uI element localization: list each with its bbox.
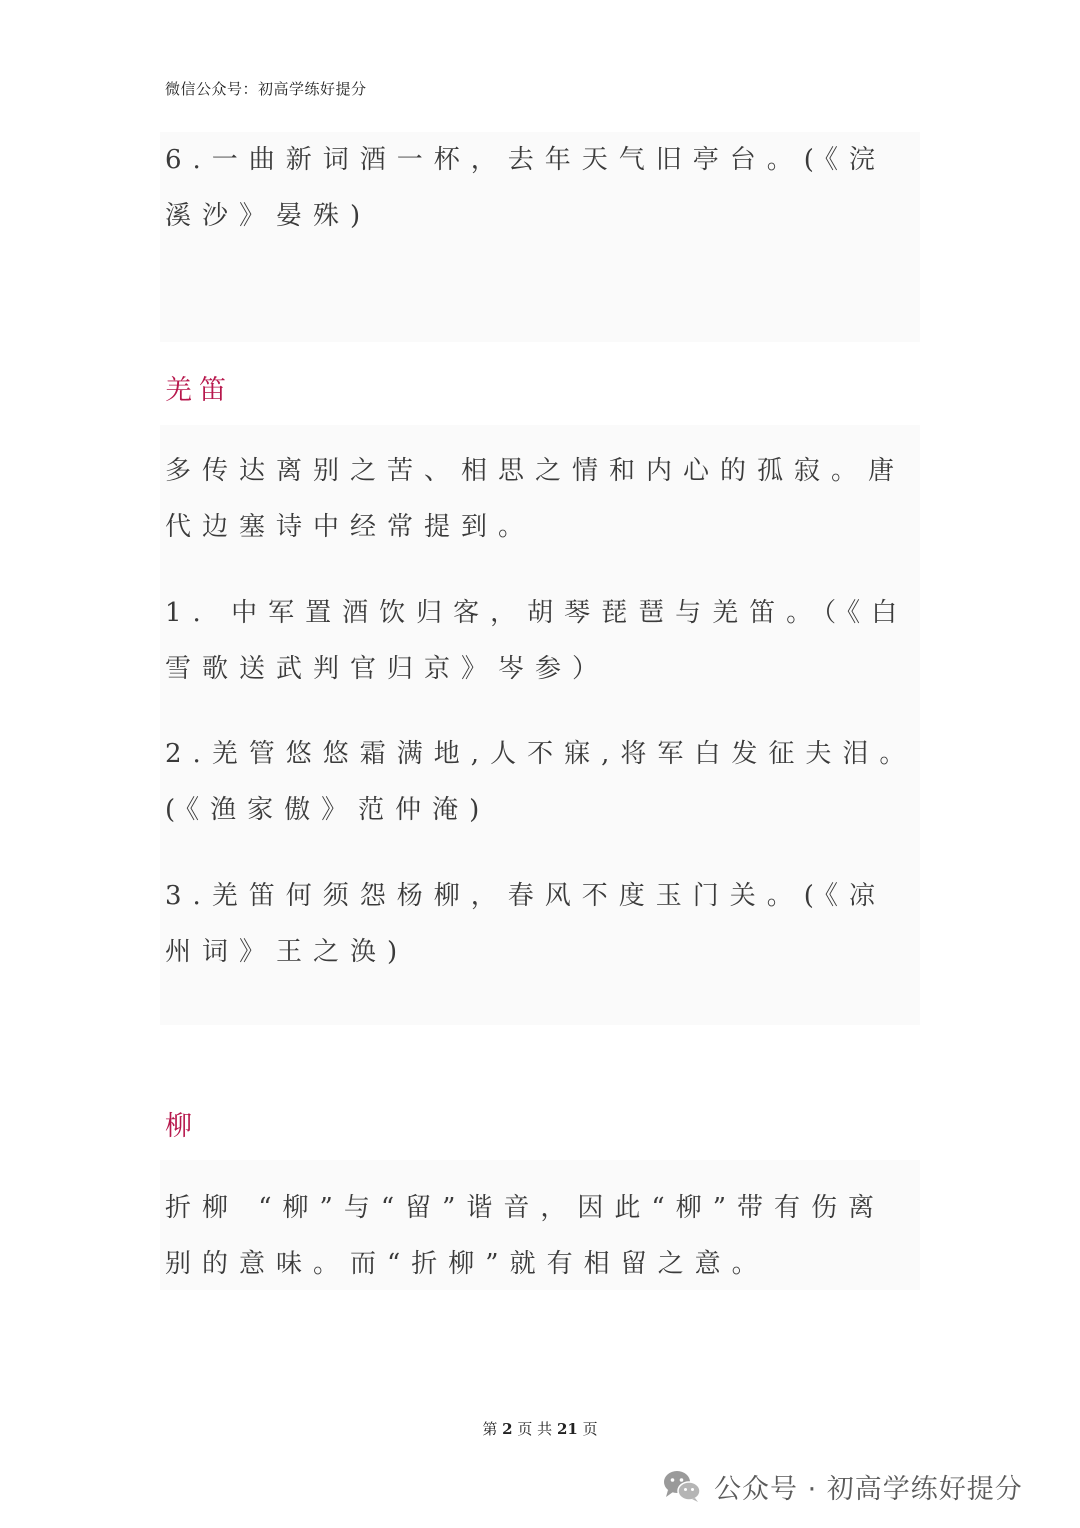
- section-intro-qiangdi: 多传达离别之苦、相思之情和内心的孤寂。唐代边塞诗中经常提到。: [165, 456, 906, 542]
- wechat-watermark: [662, 1464, 1023, 1508]
- page-prefix: 第: [482, 1420, 498, 1438]
- page-header: 微信公众号：初高学练好提分: [165, 80, 367, 98]
- page-suffix: 页: [582, 1420, 598, 1438]
- section-heading-qiangdi: 羌笛: [165, 375, 233, 406]
- watermark-text: 公众号 · 初高学练好提分: [714, 1473, 1023, 1505]
- wechat-icon: [662, 1468, 702, 1504]
- poem-line-6: 6.一曲新词酒一杯，去年天气旧亭台。(《浣溪沙》晏殊): [165, 145, 886, 231]
- page-number: [0, 1418, 1080, 1439]
- poem-line-qiangdi-1: 1. 中军置酒饮归客，胡琴琵琶与羌笛。（《白雪歌送武判官归京》岑参）: [165, 598, 909, 684]
- section-heading-liu: 柳: [165, 1111, 199, 1142]
- section-intro-liu: 折柳 “柳”与“留”谐音，因此“柳”带有伤离别的意味。而“折柳”就有相留之意。: [165, 1193, 886, 1279]
- total-pages: 21: [556, 1420, 578, 1438]
- poem-line-qiangdi-2: 2.羌管悠悠霜满地,人不寐,将军白发征夫泪。(《渔家傲》范仲淹): [165, 739, 917, 825]
- page-middle: 页 共: [517, 1420, 553, 1438]
- poem-line-qiangdi-3: 3.羌笛何须怨杨柳，春风不度玉门关。(《凉州词》王之涣): [165, 881, 886, 967]
- current-page: 2: [502, 1420, 513, 1438]
